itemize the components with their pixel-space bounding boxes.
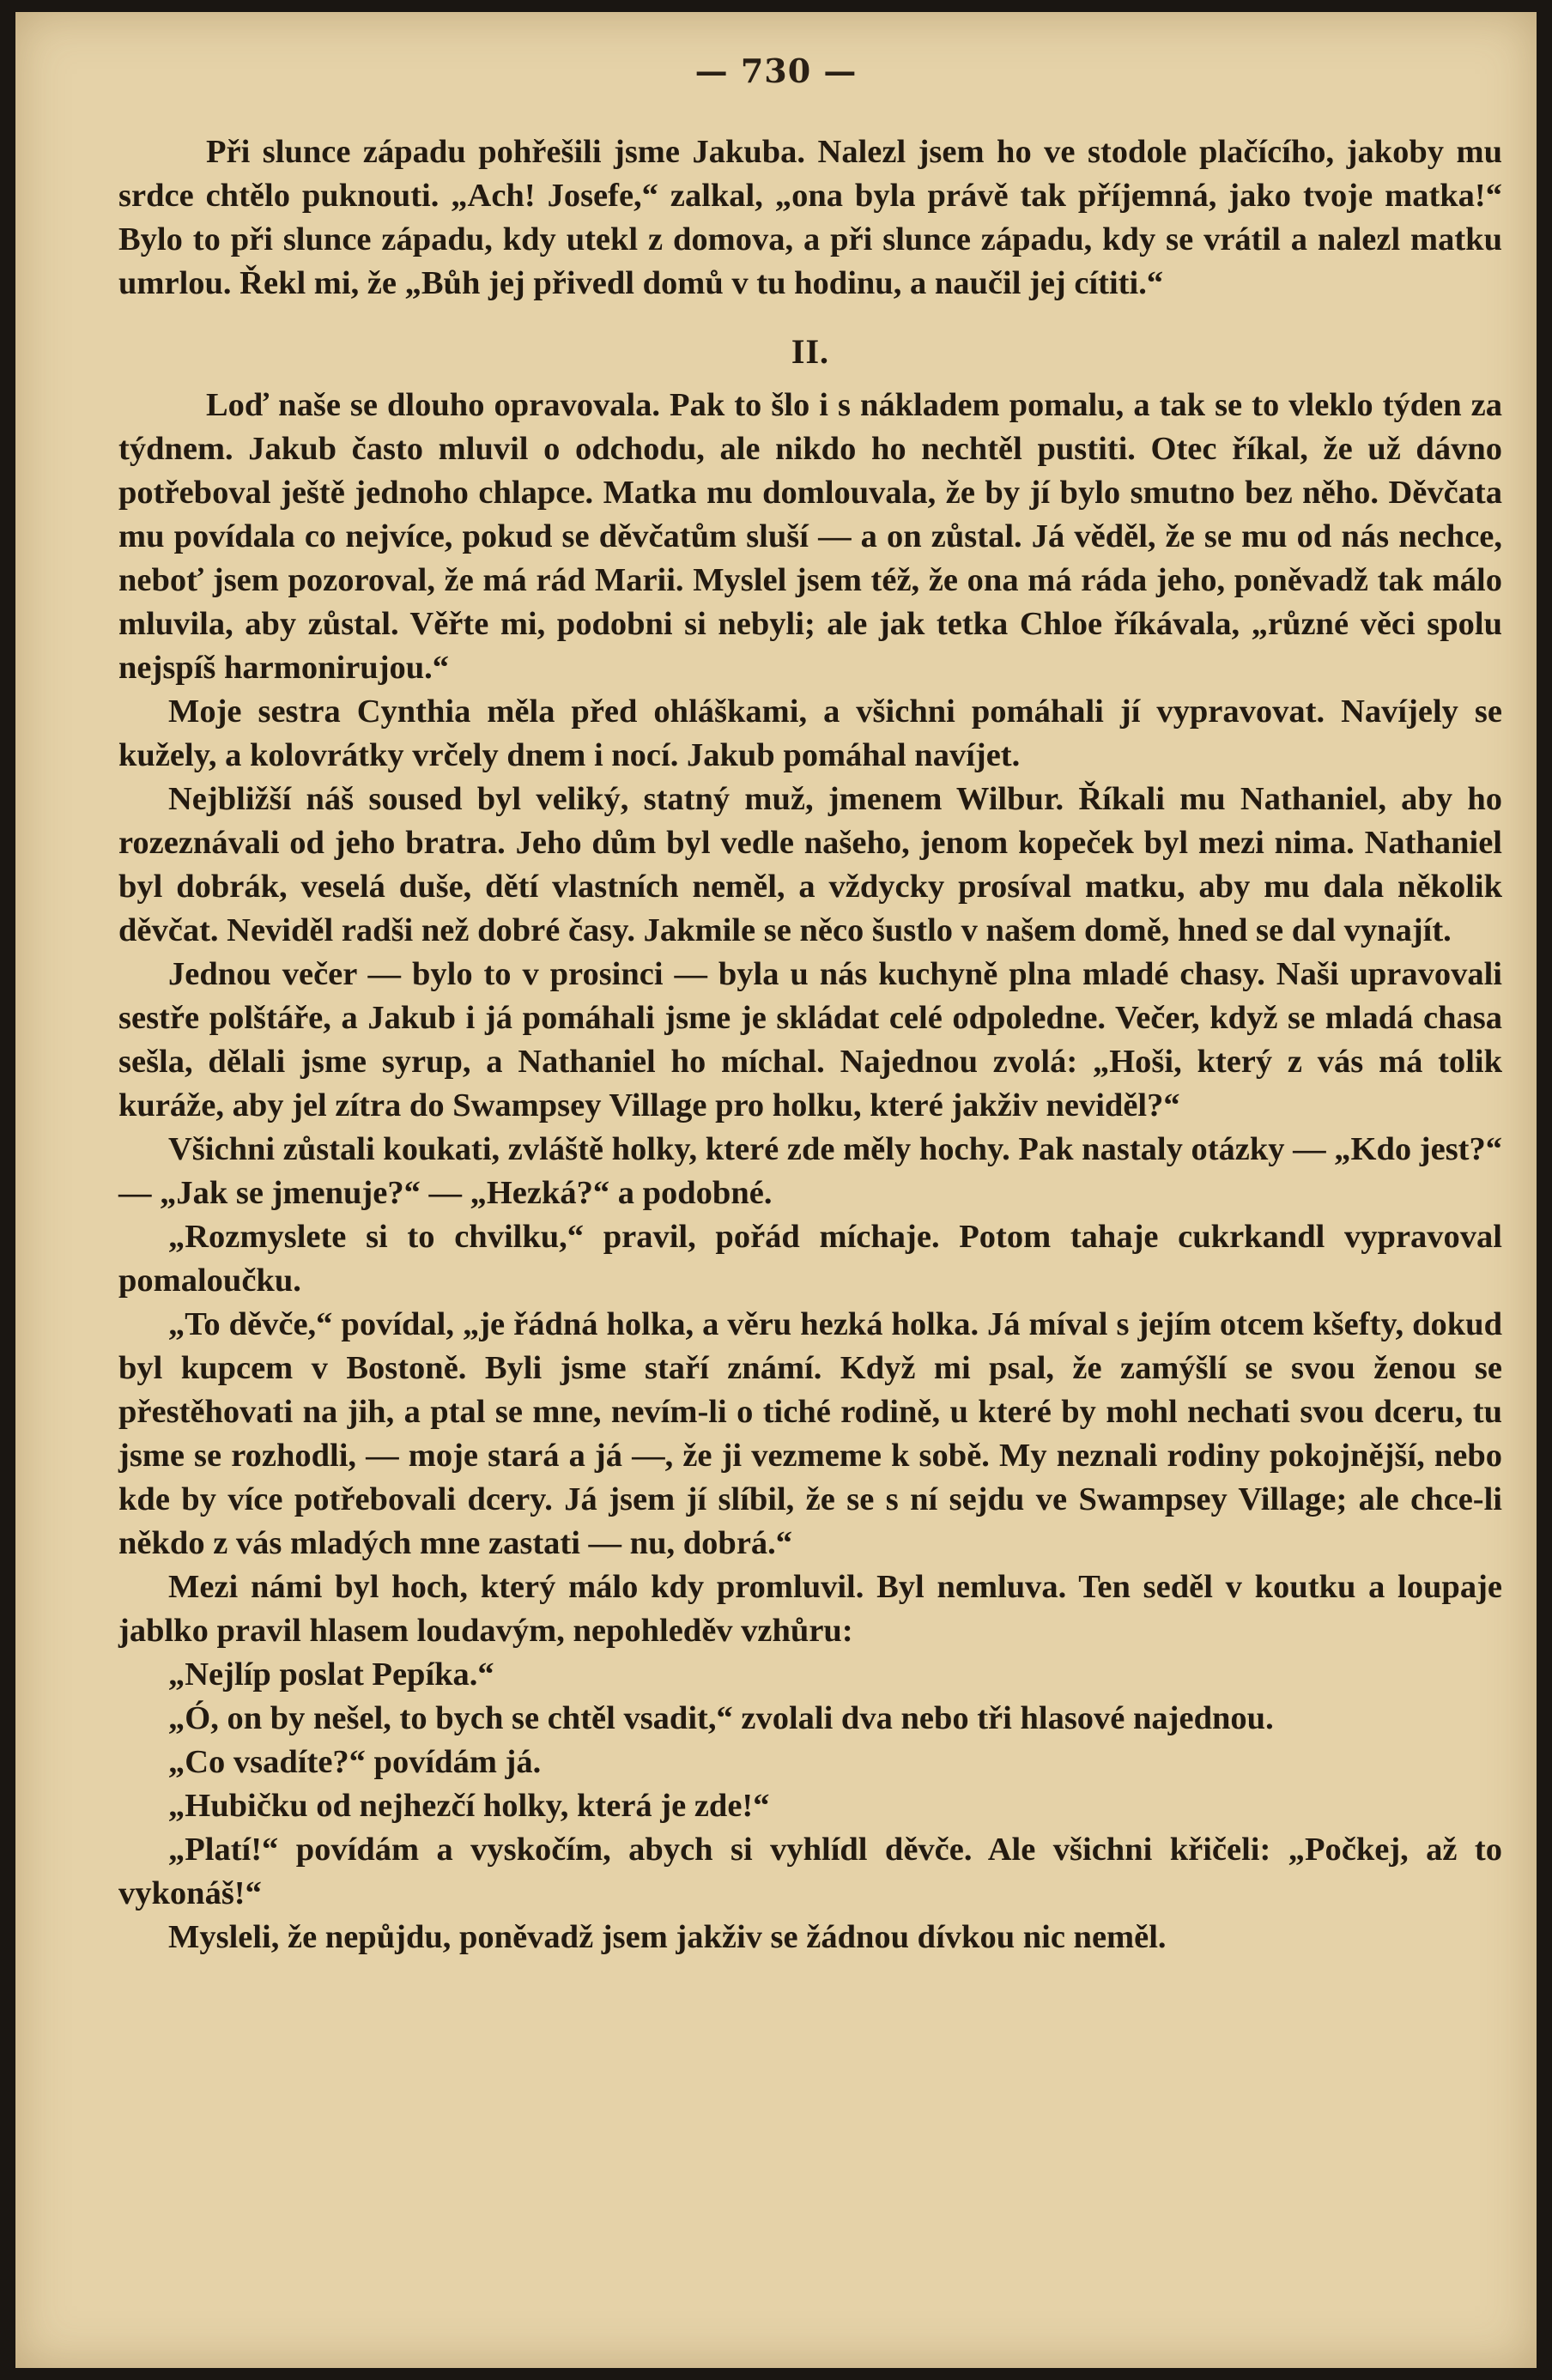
paragraph: Jednou večer — bylo to v prosinci — byla u nás kuchyně plna mladé chasy. Naši upravovali sestře polštáře, a Jakub i já pomáhali jsme je skládat celé odpoledne. Večer, když se mladá chasa sešla, dělali jsme syrup, a Nathaniel ho míchal. Najednou zvolá: „Hoši, který z vás má tolik kuráže, aby jel zítra do Swampsey Village pro holku, které jakživ neviděl?“ [118,956,1502,1123]
paragraph: Všichni zůstali koukati, zvláště holky, které zde měly hochy. Pak nastaly otázky — „Kdo jest?“ — „Jak se jmenuje?“ — „Hezká?“ a podobné. [118,1131,1502,1211]
paragraph: Loď naše se dlouho opravovala. Pak to šlo i s nákladem pomalu, a tak se to vleklo týden za týdnem. Jakub často mluvil o odchodu, ale nikdo ho nechtěl pustiti. Otec říkal, že už dávno potřeboval ještě jednoho chlapce. Matka mu domlouvala, že by jí bylo smutno bez něho. Děvčata mu povídala co nejvíce, pokud se děvčatům sluší — a on zůstal. Já věděl, že se mu od nás nechce, neboť jsem pozoroval, že má rád Marii. Myslel jsem též, že ona má ráda jeho, poněvadž tak málo mluvila, aby zůstal. Věřte mi, podobni si nebyli; ale jak tetka Chloe říkávala, „různé věci spolu nejspíš harmonirujou.“ [118,387,1502,686]
paragraph: „Nejlíp poslat Pepíka.“ [168,1656,494,1693]
page-text [118,130,1502,1959]
paragraph: Moje sestra Cynthia měla před ohláškami, a všichni pomáhali jí vypravovat. Navíjely se kužely, a kolovrátky vrčely dnem i nocí. Jakub pomáhal navíjet. [118,693,1502,773]
paragraph: „To děvče,“ povídal, „je řádná holka, a věru hezká holka. Já míval s jejím otcem kšefty, dokud byl kupcem v Bostoně. Byli jsme staří známí. Když mi psal, že zamýšlí se svou ženou se přestěhovati na jih, a ptal se mne, nevím-li o tiché rodině, u které by mohl nechati svou dceru, tu jsme se rozhodli, — moje stará a já —, že ji vezmeme k sobě. My neznali rodiny pokojnější, nebo kde by více potřebovali dcery. Já jsem jí slíbil, že se s ní sejdu ve Swampsey Village; ale chce-li někdo z vás mladých mne zastati — nu, dobrá.“ [118,1306,1502,1561]
paragraph: Mezi námi byl hoch, který málo kdy promluvil. Byl nemluva. Ten seděl v koutku a loupaje jablko pravil hlasem loudavým, nepohleděv vzhůru: [118,1569,1502,1649]
paragraph: „Rozmyslete si to chvilku,“ pravil, pořád míchaje. Potom tahaje cukrkandl vypravoval pomaloučku. [118,1219,1502,1299]
paragraph: „Hubičku od nejhezčí holky, která je zde!“ [168,1788,770,1824]
section-heading: II. [791,332,830,371]
page-number: — 730 — [694,51,858,90]
paragraph: Mysleli, že nepůjdu, poněvadž jsem jakživ se žádnou dívkou nic neměl. [168,1919,1167,1955]
book-page [15,12,1537,2368]
paragraph: Při slunce západu pohřešili jsme Jakuba. Nalezl jsem ho ve stodole plačícího, jakoby mu srdce chtělo puknouti. „Ach! Josefe,“ zalkal, „ona byla právě tak příjemná, jako tvoje matka!“ Bylo to při slunce západu, kdy utekl z domova, a při slunce západu, kdy se vrátil a nalezl matku umrlou. Řekl mi, že „Bůh jej přivedl domů v tu hodinu, a naučil jej cítiti.“ [118,134,1502,301]
paragraph: „Co vsadíte?“ povídám já. [168,1744,542,1780]
paragraph: „Ó, on by nešel, to bych se chtěl vsadit,“ zvolali dva nebo tři hlasové najednou. [168,1700,1274,1736]
paragraph: Nejbližší náš soused byl veliký, statný muž, jmenem Wilbur. Říkali mu Nathaniel, aby ho rozeznávali od jeho bratra. Jeho dům byl vedle našeho, jenom kopeček byl mezi nima. Nathaniel byl dobrák, veselá duše, dětí vlastních neměl, a vždycky prosíval matku, aby mu dala několik děvčat. Neviděl radši než dobré časy. Jakmile se něco šustlo v našem domě, hned se dal vynajít. [118,781,1502,948]
paragraph: „Platí!“ povídám a vyskočím, abych si vyhlídl děvče. Ale všichni křičeli: „Počkej, až to vykonáš!“ [118,1832,1502,1911]
